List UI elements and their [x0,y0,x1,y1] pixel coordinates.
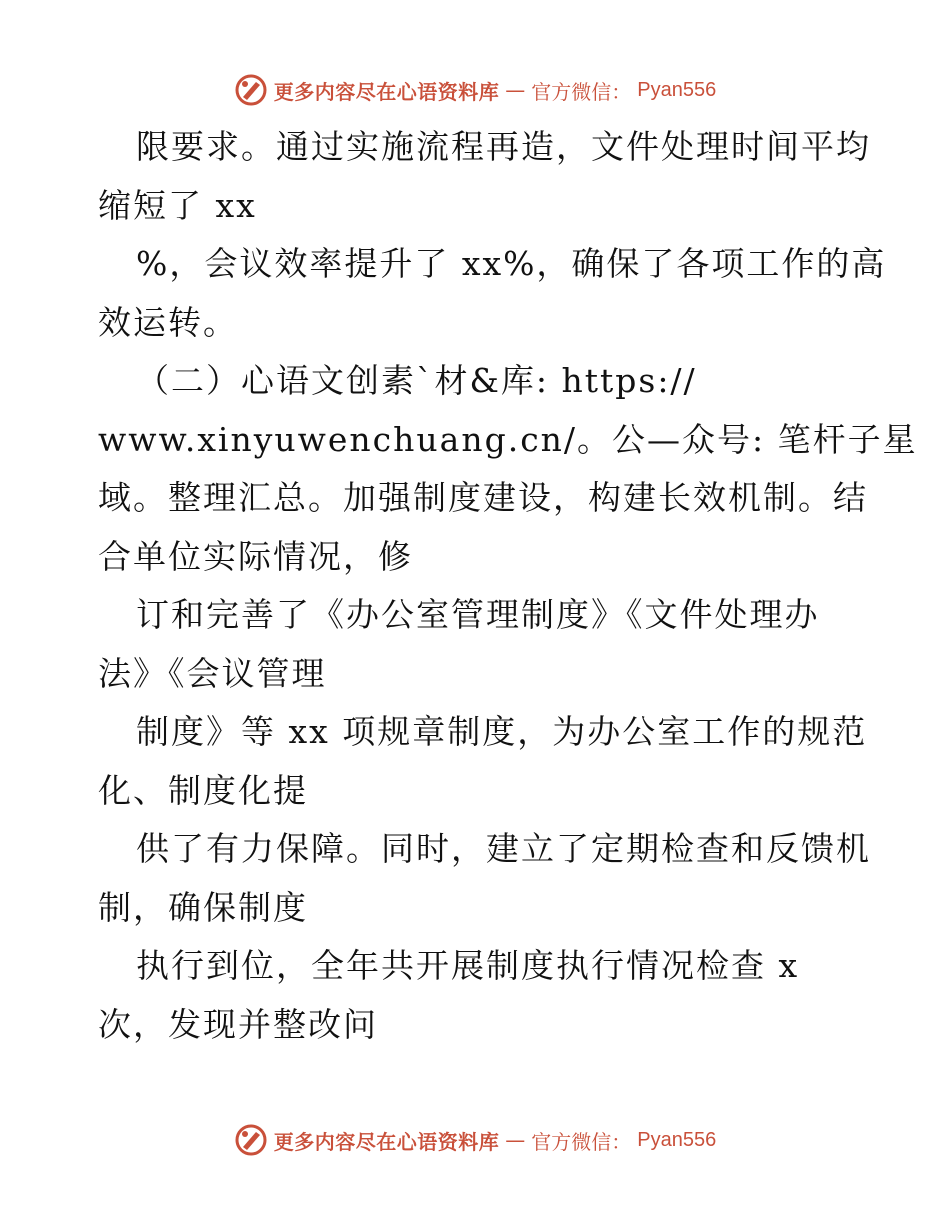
banner-separator: — [505,78,526,102]
brand-logo-icon [234,73,268,107]
footer-banner [0,1120,950,1160]
banner-separator: — [505,1128,526,1152]
body-line: 执行到位，全年共开展制度执行情况检查 x [136,946,800,985]
body-line: 合单位实际情况，修 [98,536,413,576]
body-line: 限要求。通过实施流程再造，文件处理时间平均 [136,127,871,166]
header-banner [0,70,950,110]
banner-slogan: 更多内容尽在心语资料库 [273,1129,500,1154]
document-body [98,118,918,1054]
body-line: 制度》等 xx 项规章制度，为办公室工作的规范 [136,712,868,751]
section-heading-line: （二）心语文创素`材&库: https:// [136,361,697,400]
body-line: 化、制度化提 [98,770,308,810]
banner-wechat-label: 官方微信： [531,79,632,104]
body-line: 订和完善了《办公室管理制度》《文件处理办 [136,595,820,634]
body-line: 法》《会议管理 [98,653,327,693]
banner-wechat-id: Pyan556 [637,1128,717,1151]
brand-logo-icon [234,1123,268,1157]
banner-slogan: 更多内容尽在心语资料库 [273,79,500,104]
banner-wechat-id: Pyan556 [637,78,717,101]
banner-wechat-label: 官方微信： [531,1129,632,1154]
body-line: 制，确保制度 [98,887,308,927]
body-line: 域。整理汇总。加强制度建设，构建长效机制。结 [98,478,868,517]
body-line: 次，发现并整改问 [98,1004,378,1044]
body-line: 供了有力保障。同时，建立了定期检查和反馈机 [136,829,871,868]
body-line: www.xinyuwenchuang.cn/。公—众号: 笔杆子星 [98,419,918,459]
body-line: 缩短了 xx [98,185,257,225]
body-line: 效运转。 [98,302,238,342]
body-line: %，会议效率提升了 xx%，确保了各项工作的高 [136,244,887,283]
